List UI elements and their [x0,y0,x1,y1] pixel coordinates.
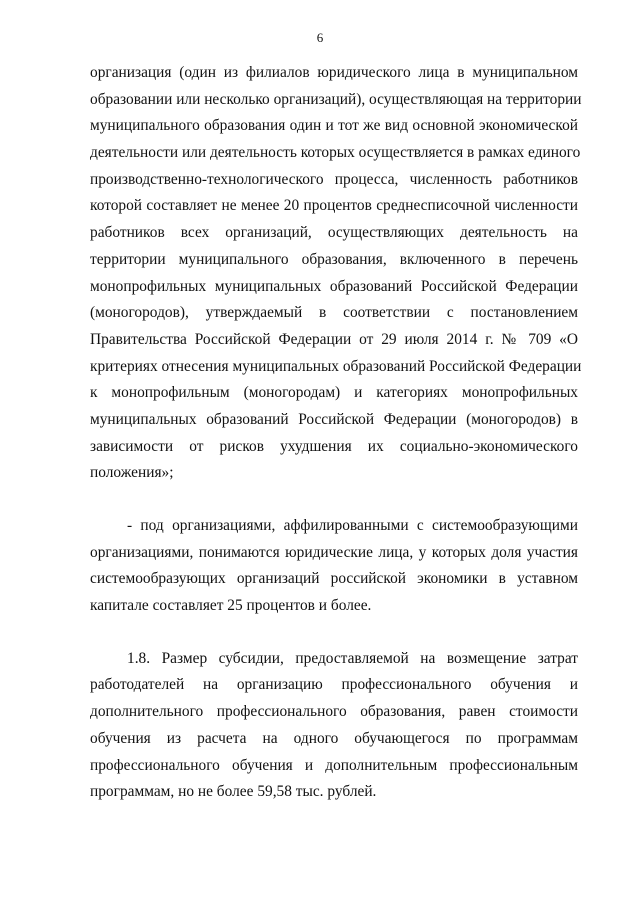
text-line: муниципальных образований Российской Федерации (моногородов) в [90,410,578,428]
text-line: положения»; [90,464,174,482]
paragraph-affiliated-organizations [90,513,578,620]
text-line: системообразующих организаций российской экономики в уставном [90,570,578,588]
text-line: 1.8. Размер субсидии, предоставляемой на возмещение затрат [127,649,578,667]
text-line: работников всех организаций, осуществляющих деятельность на [90,224,578,242]
text-line: монопрофильных муниципальных образований Российской Федерации [90,277,578,295]
paragraph-spacer [90,620,578,646]
text-line: территории муниципального образования, включенного в перечень [90,250,578,268]
text-line: зависимости от рисков ухудшения их социально-экономического [90,437,578,455]
text-line: к монопрофильным (моногородам) и категориях монопрофильных [90,384,578,402]
text-line: капитале составляет 25 процентов и более. [90,597,372,615]
page-number: 6 [316,30,324,45]
text-line: которой составляет не менее 20 процентов среднесписочной численности [90,197,578,215]
paragraph-spacer [90,487,578,513]
text-line: профессионального обучения и дополнительным профессиональным [90,756,578,774]
text-line: (моногородов), утверждаемый в соответствии с постановлением [90,304,578,322]
paragraph-monotown-definition [90,60,582,487]
document-body [90,60,582,806]
text-line: работодателей на организацию профессионального обучения и [90,676,578,694]
text-line: критериях отнесения муниципальных образований Российской Федерации [90,357,582,375]
text-line: обучения из расчета на одного обучающегося по программам [90,729,578,747]
text-line: дополнительного профессионального образования, равен стоимости [90,703,578,721]
text-line: организациями, понимаются юридические лица, у которых доля участия [90,543,578,561]
text-line: программам, но не более 59,58 тыс. рублей. [90,783,377,801]
text-line: производственно-технологического процесса, численность работников [90,170,578,188]
text-line: муниципального образования один и тот же вид основной экономической [90,117,578,135]
paragraph-subsidy-amount [90,646,578,806]
text-line: образовании или несколько организаций), осуществляющая на территории [90,90,582,108]
text-line: деятельности или деятельность которых осуществляется в рамках единого [90,144,581,162]
text-line: организация (один из филиалов юридического лица в муниципальном [90,64,578,81]
text-line: Правительства Российской Федерации от 29 июля 2014 г. № 709 «О [90,330,578,348]
text-line: - под организациями, аффилированными с системообразующими [127,517,578,534]
